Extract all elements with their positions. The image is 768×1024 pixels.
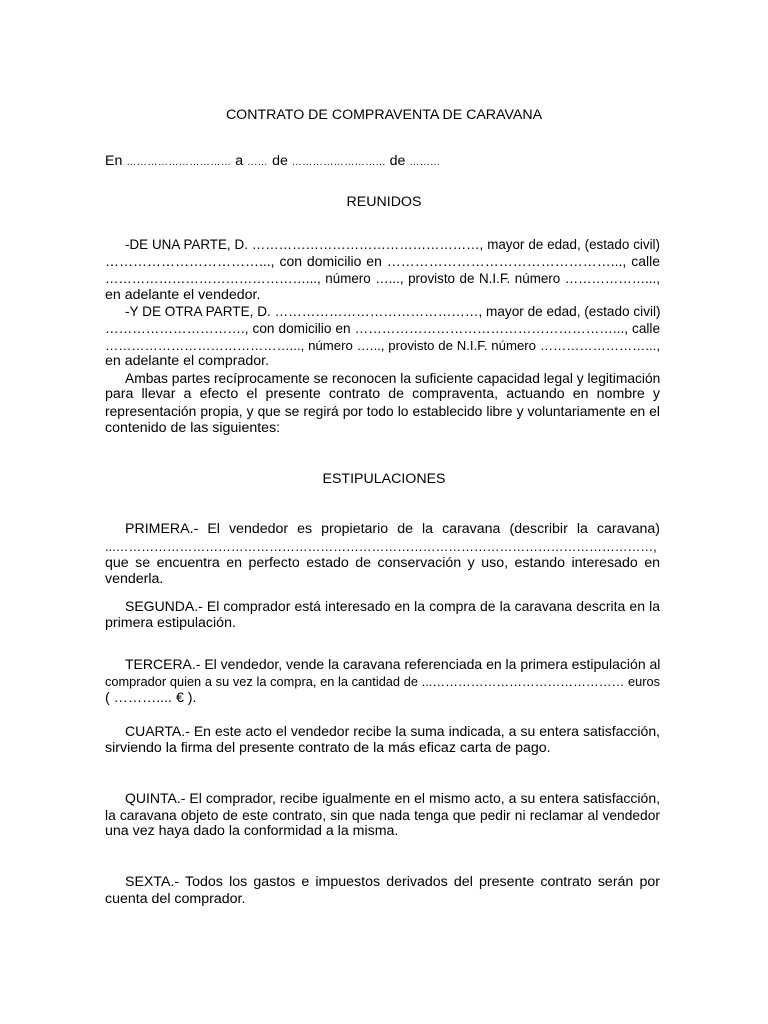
- ambas-line-2: para llevar a efecto el presente contrato de compraventa, actuando en nombre y: [105, 386, 660, 402]
- place-date-de-1: de: [272, 153, 288, 169]
- quinta-line-3: una vez haya dado la conformidad a la misma.: [105, 823, 399, 839]
- document-title: CONTRATO DE COMPRAVENTA DE CARAVANA: [225, 107, 543, 123]
- place-date-a: a: [235, 153, 244, 169]
- place-date-line: [105, 153, 440, 171]
- tercera-line-1: TERCERA.- El vendedor, vende la caravana referenciada en la primera estipulación al: [125, 656, 661, 672]
- party2-line-4: en adelante el comprador.: [105, 353, 270, 369]
- reunidos-heading: REUNIDOS: [346, 194, 422, 210]
- party1-label: -DE UNA PARTE, D.: [125, 237, 248, 252]
- quinta-line-2: la caravana objeto de este contrato, sin que nada tenga que pedir ni reclamar al vendedor: [105, 808, 660, 823]
- place-date-blank-month: ……………………...: [291, 157, 386, 168]
- ambas-line-4: contenido de las siguientes:: [105, 420, 281, 436]
- party1-name-blank: ……………………………………………, mayor de edad, (estado civil): [251, 237, 660, 252]
- place-date-en: En: [105, 153, 123, 169]
- place-date-blank-year: ……...: [409, 157, 441, 168]
- place-date-blank-day: ……: [247, 157, 269, 168]
- party2-line-1: -Y DE OTRA PARTE, D. ………………………………………, mayor de edad, (estado civil): [125, 304, 661, 319]
- cuarta-line-1: CUARTA.- En este acto el vendedor recibe la suma indicada, a su entera satisfacción,: [125, 723, 660, 739]
- party1-line-1: [125, 236, 660, 253]
- party1-line-4: en adelante el vendedor.: [105, 287, 261, 303]
- sexta-line-1: SEXTA.- Todos los gastos e impuestos derivados del presente contrato serán por: [125, 874, 660, 890]
- party1-line-3: ………………………………………..., número …..., provisto de N.I.F. número ………………...,: [105, 271, 660, 286]
- place-date-blank-place: …………………………: [126, 157, 232, 168]
- party2-line-2: …………………………., con domicilio en …………………………………………………..., calle: [105, 321, 660, 336]
- party2-line-3: ……………………………………..., número …..., provisto de N.I.F. número ……………………...,: [105, 338, 660, 353]
- quinta-line-1: QUINTA.- El comprador, recibe igualmente en el mismo acto, a su entera satisfacción,: [125, 790, 660, 806]
- estipulaciones-heading: ESTIPULACIONES: [322, 471, 446, 487]
- cuarta-line-2: sirviendo la firma del presente contrato de la más eficaz carta de pago.: [105, 740, 551, 756]
- tercera-line-3: ( ……….... € ).: [105, 690, 197, 706]
- primera-line-1: PRIMERA.- El vendedor es propietario de la caravana (describir la caravana): [125, 521, 660, 537]
- primera-line-2: ...………………………………………………………………………………………………………………,: [105, 539, 657, 554]
- primera-line-4: venderla.: [105, 571, 164, 587]
- ambas-line-1: Ambas partes recíprocamente se reconocen la suficiente capacidad legal y legitimación: [125, 371, 661, 386]
- ambas-line-3: representación propia, y que se regirá por todo lo establecido libre y voluntariamente en el: [105, 404, 660, 419]
- segunda-line-2: primera estipulación.: [105, 615, 236, 631]
- tercera-line-2: comprador quien a su vez la compra, en la cantidad de ...……………………………………… euros: [105, 674, 660, 689]
- place-date-de-2: de: [389, 153, 406, 169]
- primera-line-3: que se encuentra en perfecto estado de conservación y uso, estando interesado en: [105, 555, 660, 571]
- segunda-line-1: SEGUNDA.- El comprador está interesado en la compra de la caravana descrita en la: [125, 598, 660, 614]
- sexta-line-2: cuenta del comprador.: [105, 891, 246, 907]
- party1-line-2: ……………………………..., con domicilio en …………………………………………..., calle: [105, 253, 660, 269]
